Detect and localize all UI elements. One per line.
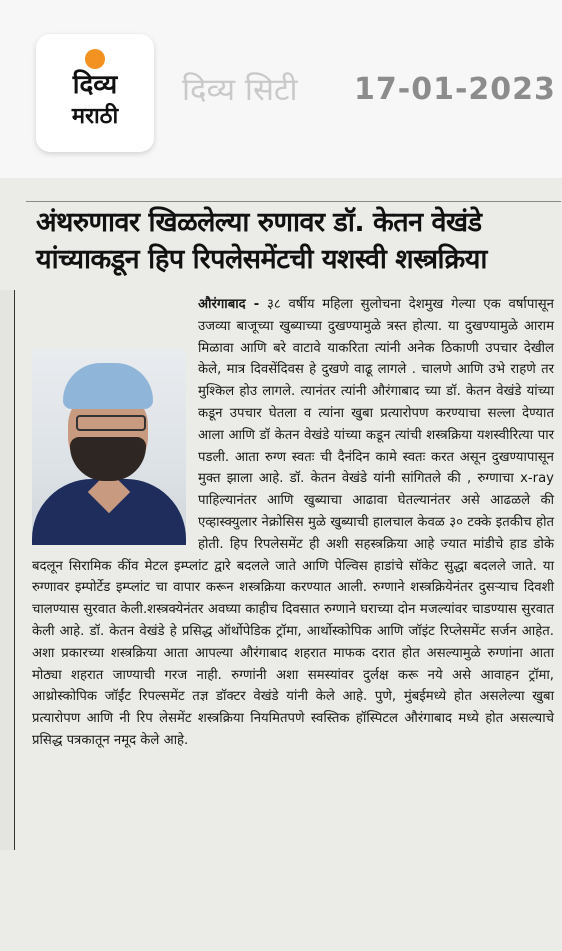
divya-marathi-logo [36, 34, 154, 152]
article-body [32, 294, 554, 752]
headline-line-2: यांच्याकडून हिप रिपलेसमेंटची यशस्वी शस्त्रक्रिया [36, 244, 487, 275]
sun-dot-icon [85, 49, 105, 69]
dateline-place: औरंगाबाद - [198, 297, 260, 312]
edition-name: दिव्य सिटी [182, 72, 298, 108]
page-header [0, 0, 562, 178]
logo-line-2: मराठी [71, 104, 119, 129]
top-rule-divider [26, 201, 561, 202]
article-headline [36, 204, 556, 278]
photo-glasses [76, 415, 146, 431]
logo-line-1: दिव्य [72, 70, 118, 100]
photo-beard [70, 437, 146, 481]
adjacent-column-edge [0, 290, 15, 850]
headline-line-1: अंथरुणावर खिळलेल्या रुणावर डॉ. केतन वेखंडे [36, 207, 482, 238]
edition-date: 17-01-2023 [354, 72, 556, 107]
doctor-photo [32, 349, 186, 545]
article-text: ३८ वर्षीय महिला सुलोचना देशमुख गेल्या एक वर्षापासून उजव्या बाजूच्या खुब्याच्या दुखण्यामुळे त्रस्त होत्या. या दुखण्यामुळे आराम मिळावा आणि बरे वाटावे याकरिता त्यांनी अनेक ठिकाणी उपचार देखील केले, मात्र दिवसेंदिवस हे दुखणे वाढू लागले . चालणे आणि उभे राहणे तर मुश्किल होउ लागले. त्यानंतर त्यांनी औरंगाबाद च्या डॉ. केतन वेखंडे यांच्या कडून उपचार घेतला व त्यांना खुबा प्रत्यारोपण करण्याचा सल्ला देण्यात आला आणि डॉ केतन वेखंडे यांच्या कडून त्यांची शस्त्रक्रिया यशस्वीरित्या पार पडली. आता रुग्ण स्वतः ची दैनंदिन कामे स्वतः करत असून दुखण्यापासून मुक्त झाला आहे. डॉ. केतन वेखंडे यांनी सांगितले की , रुग्णाचा x-ray पाहिल्यानंतर आणि खुब्याचा आढावा घेतल्यानंतर असे आढळले की एव्हास्क्युलार नेक्रोसिस मुळे खुब्याची हालचाल केवळ ३० टक्के इतकीच होत होती. हिप रिपलेसमेंट ही अशी सहस्त्रक्रिया आहे ज्यात मांडीचे हाड डोके बदलून सिरामिक कींव मेटल इम्प्लांट द्वारे बदलले जाते आणि पेल्विस हाडांचे सॉकेट सुद्धा बदलले जाते. या रुग्णावर इम्पोर्टेड इम्प्लांट चा वापार करून शस्त्रक्रिया करण्यात आली. रुग्णाने शस्त्रक्रियेनंतर दुसऱ्याच दिवशी चालण्यास सुरवात केली.शस्त्रक्येनंतर अवघ्या काहीच दिवसात रुग्णाने घराच्या दोन मजल्यांवर चाडण्यास सुरवात केली आहे. डॉ. केतन वेखंडे हे प्रसिद्ध ऑर्थोपेडिक ट्रॉमा, आर्थोस्कोपिक आणि जॉइंट रिप्लेसमेंट सर्जन आहेत. अशा प्रकारच्या शस्त्रक्रिया आता आपल्या औरंगाबाद शहरात माफक दरात होत असल्यामुळे रुग्णांना आता मोठ्या शहरात जाण्याची गरज नाही. रुग्णांनी अशा समस्यांवर दुर्लक्ष करू नये असे आवाहन ट्रॉमा, आथ्रोस्कोपिक जॉईंट रिपल्समेंट तज्ञ डॉक्टर वेखंडे यांनी केले आहे. पुणे, मुंबईमध्ये होत असलेल्या खुबा प्रत्यारोपण आणि नी रिप लेसमेंट शस्त्रक्रिया नियमितपणे स्वस्तिक हॉस्पिटल औरंगाबाद मध्ये होत असल्याचे प्रसिद्ध पत्रकातून नमूद केले आहे. [32, 297, 554, 748]
photo-surgical-cap [63, 363, 153, 409]
